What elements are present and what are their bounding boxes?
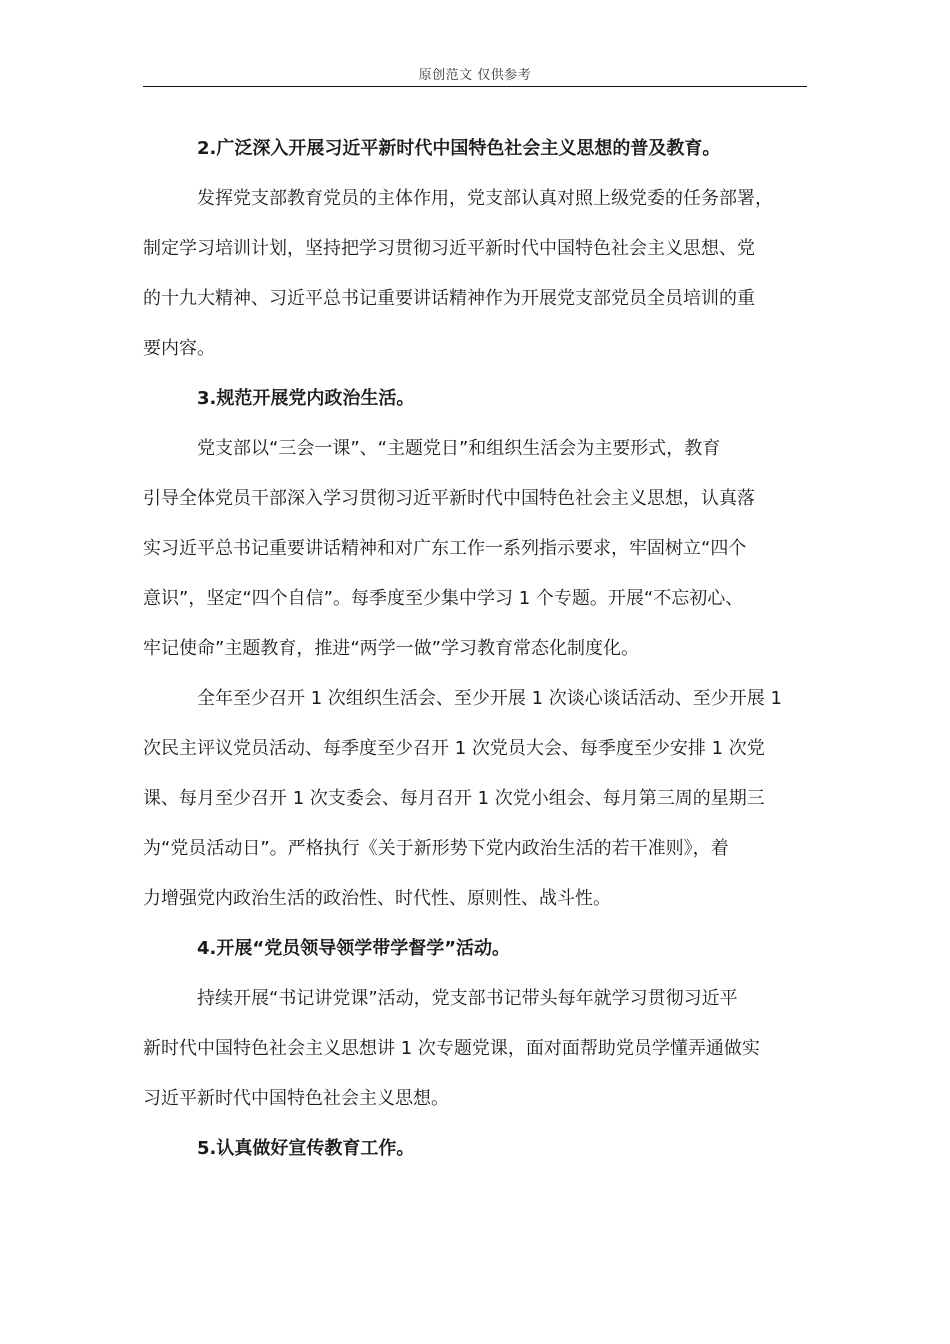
section-heading-2: 2.广泛深入开展习近平新时代中国特色社会主义思想的普及教育。 [197,138,721,159]
section-3-paragraph-2 [143,674,807,924]
paragraph-line: 党支部以“三会一课”、“主题党日”和组织生活会为主要形式，教育 [197,438,721,459]
section-heading-4: 4.开展“党员领导领学带学督学”活动。 [197,938,511,959]
paragraph-line: 发挥党支部教育党员的主体作用，党支部认真对照上级党委的任务部署， [197,188,773,209]
header-divider [143,86,807,87]
paragraph-line: 牢记使命”主题教育，推进“两学一做”学习教育常态化制度化。 [143,638,639,659]
paragraph-line: 的十九大精神、习近平总书记重要讲话精神作为开展党支部党员全员培训的重 [143,288,755,309]
paragraph-line: 为“党员活动日”。严格执行《关于新形势下党内政治生活的若干准则》，着 [143,838,729,859]
section-heading-3: 3.规范开展党内政治生活。 [197,388,415,409]
document-body [143,124,807,1174]
paragraph-line: 要内容。 [143,338,215,359]
paragraph-line: 实习近平总书记重要讲话精神和对广东工作一系列指示要求，牢固树立“四个 [143,538,747,559]
paragraph-line: 持续开展“书记讲党课”活动，党支部书记带头每年就学习贯彻习近平 [197,988,738,1009]
section-4-paragraph [143,974,807,1124]
paragraph-line: 习近平新时代中国特色社会主义思想。 [143,1088,449,1109]
paragraph-line: 课、每月至少召开 1 次支委会、每月召开 1 次党小组会、每月第三周的星期三 [143,788,765,809]
paragraph-line: 新时代中国特色社会主义思想讲 1 次专题党课，面对面帮助党员学懂弄通做实 [143,1038,760,1059]
page-header: 原创范文 仅供参考 [418,68,532,83]
paragraph-line: 次民主评议党员活动、每季度至少召开 1 次党员大会、每季度至少安排 1 次党 [143,738,765,759]
paragraph-line: 意识”，坚定“四个自信”。每季度至少集中学习 1 个专题。开展“不忘初心、 [143,588,744,609]
section-3-paragraph-1 [143,424,807,674]
paragraph-line: 引导全体党员干部深入学习贯彻习近平新时代中国特色社会主义思想，认真落 [143,488,755,509]
paragraph-line: 全年至少召开 1 次组织生活会、至少开展 1 次谈心谈话活动、至少开展 1 [197,688,782,709]
section-2-paragraph [143,174,807,374]
paragraph-line: 制定学习培训计划，坚持把学习贯彻习近平新时代中国特色社会主义思想、党 [143,238,755,259]
paragraph-line: 力增强党内政治生活的政治性、时代性、原则性、战斗性。 [143,888,611,909]
section-heading-5: 5.认真做好宣传教育工作。 [197,1138,415,1159]
